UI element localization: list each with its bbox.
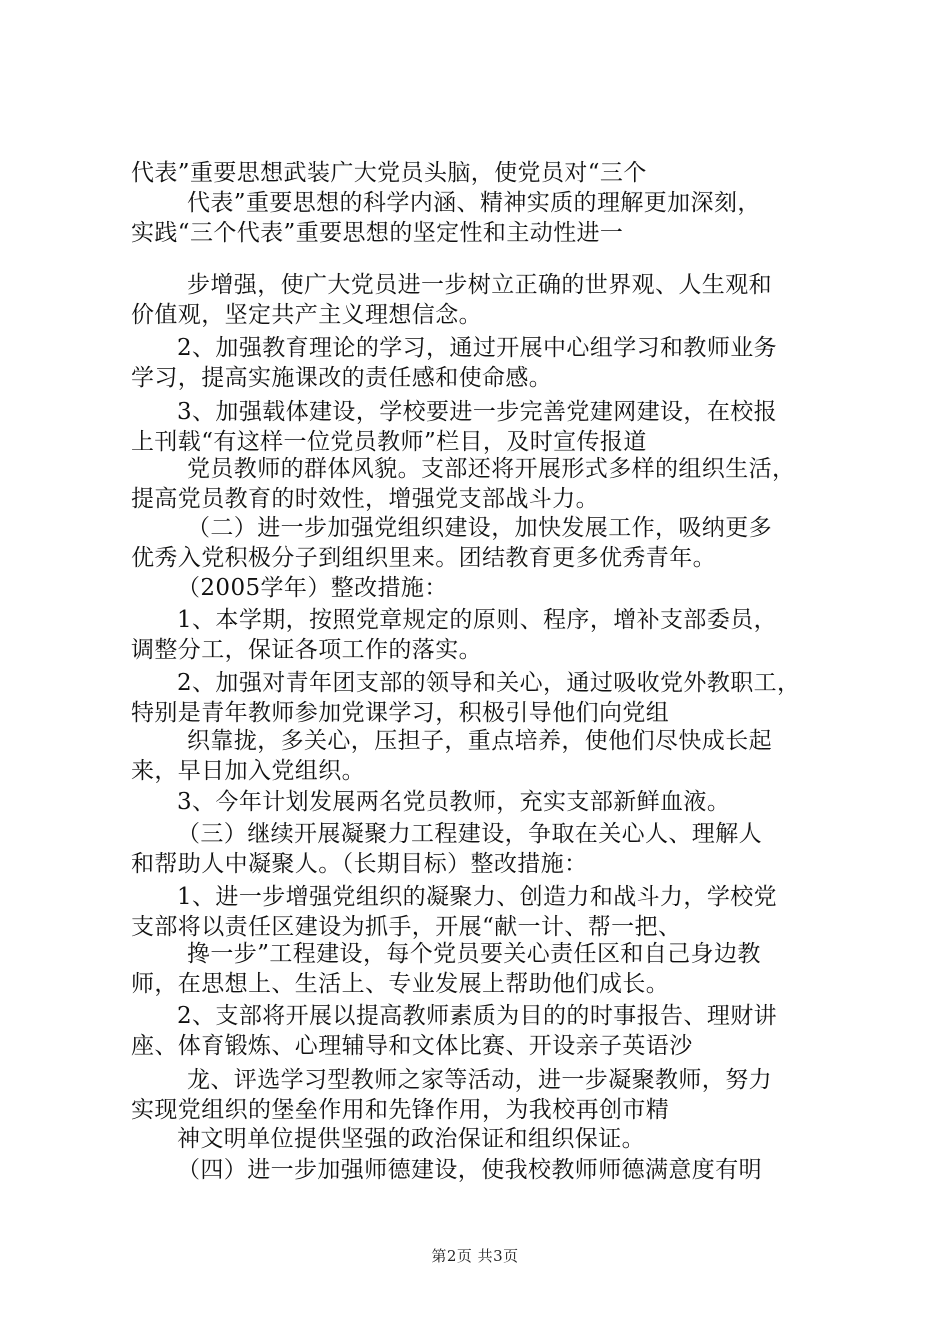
text-line: 座、体育锻炼、心理辅导和文体比赛、开设亲子英语沙	[131, 1033, 693, 1059]
text-line: 2、加强对青年团支部的领导和关心，通过吸收党外教职工，	[177, 670, 801, 696]
text-line: （三）继续开展凝聚力工程建设，争取在关心人、理解人	[177, 821, 762, 847]
text-line: 3、加强载体建设，学校要进一步完善党建网建设，在校报	[177, 399, 778, 425]
text-line: 支部将以责任区建设为抓手，开展“献一计、帮一把、	[131, 914, 682, 940]
text-line: 师，在思想上、生活上、专业发展上帮助他们成长。	[131, 971, 670, 997]
text-line: 学习，提高实施课改的责任感和使命感。	[131, 365, 553, 391]
text-line: （四）进一步加强师德建设，使我校教师师德满意度有明	[177, 1157, 762, 1183]
text-line: 代表”重要思想的科学内涵、精神实质的理解更加深刻，	[187, 190, 761, 216]
text-line: 步增强，使广大党员进一步树立正确的世界观、人生观和	[187, 272, 772, 298]
text-line: 代表”重要思想武装广大党员头脑，使党员对“三个	[131, 160, 647, 186]
text-line: 调整分工，保证各项工作的落实。	[131, 637, 482, 663]
text-line: 1、本学期，按照党章规定的原则、程序，增补支部委员，	[177, 607, 778, 633]
text-line: 上刊载“有这样一位党员教师”栏目，及时宣传报道	[131, 429, 647, 455]
text-line: （二）进一步加强党组织建设，加快发展工作，吸纳更多	[187, 515, 772, 541]
page-number-footer: 第2页 共3页	[431, 1247, 519, 1265]
text-line: 2、支部将开展以提高教师素质为目的的时事报告、理财讲	[177, 1003, 778, 1029]
text-line: 特别是青年教师参加党课学习，积极引导他们向党组	[131, 700, 670, 726]
text-line: 织靠拢，多关心，压担子，重点培养，使他们尽快成长起	[187, 728, 772, 754]
text-line: 3、今年计划发展两名党员教师，充实支部新鲜血液。	[177, 789, 731, 815]
text-line: （2005学年）整改措施：	[177, 575, 448, 601]
text-line: 实现党组织的堡垒作用和先锋作用，为我校再创市精	[131, 1097, 670, 1123]
text-line: 龙、评选学习型教师之家等活动，进一步凝聚教师，努力	[187, 1067, 772, 1093]
text-line: 提高党员教育的时效性，增强党支部战斗力。	[131, 486, 599, 512]
text-line: 优秀入党积极分子到组织里来。团结教育更多优秀青年。	[131, 545, 716, 571]
text-line: 神文明单位提供坚强的政治保证和组织保证。	[177, 1126, 645, 1152]
text-line: 来，早日加入党组织。	[131, 758, 365, 784]
text-line: 1、进一步增强党组织的凝聚力、创造力和战斗力，学校党	[177, 884, 778, 910]
text-line: 价值观，坚定共产主义理想信念。	[131, 302, 482, 328]
text-line: 和帮助人中凝聚人。（长期目标）整改措施：	[131, 851, 588, 877]
text-line: 搀一步”工程建设，每个党员要关心责任区和自己身边教	[187, 941, 761, 967]
text-line: 实践“三个代表”重要思想的坚定性和主动性进一	[131, 220, 624, 246]
text-line: 2、加强教育理论的学习，通过开展中心组学习和教师业务	[177, 335, 778, 361]
text-line: 党员教师的群体风貌。支部还将开展形式多样的组织生活，	[187, 456, 796, 482]
